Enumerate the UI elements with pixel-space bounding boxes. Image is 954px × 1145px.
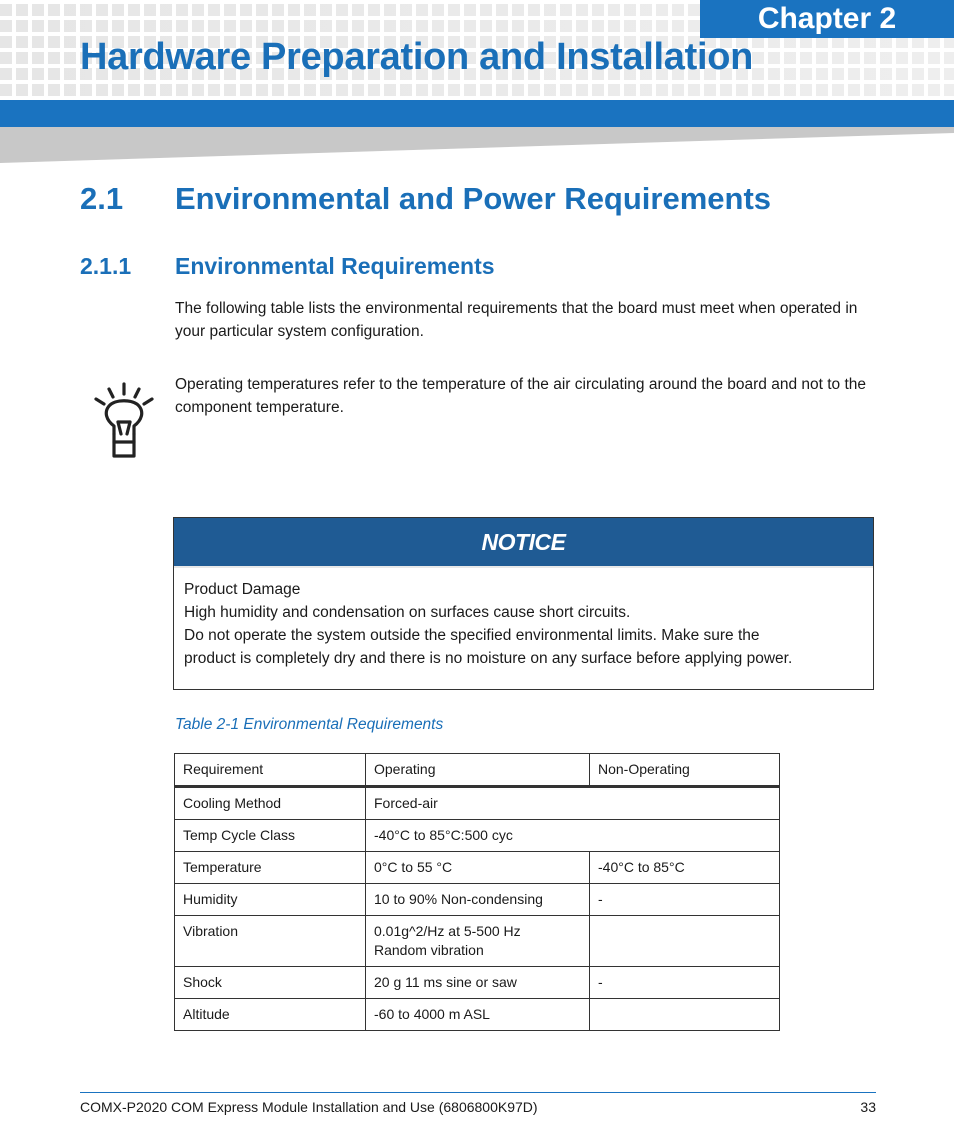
table-cell: Forced-air: [366, 787, 780, 820]
table-row: [175, 820, 780, 852]
table-row: [175, 916, 780, 967]
table-cell: Vibration: [175, 916, 366, 967]
table-cell-line: 0.01g^2/Hz at 5-500 Hz: [374, 923, 521, 939]
table-cell: -40°C to 85°C:500 cyc: [366, 820, 780, 852]
environmental-requirements-table: [174, 753, 780, 1031]
section-title: Environmental and Power Requirements: [175, 181, 772, 216]
notice-line: product is completely dry and there is no moisture on any surface before applying power.: [184, 650, 793, 667]
table-cell: Shock: [175, 967, 366, 999]
notice-body: [174, 568, 873, 670]
notice-box: [173, 517, 874, 690]
table-cell-line: Random vibration: [374, 942, 484, 958]
table-cell: Humidity: [175, 884, 366, 916]
table-cell: -40°C to 85°C: [590, 852, 780, 884]
table-row: [175, 999, 780, 1031]
subsection-heading: [80, 253, 495, 280]
notice-line: Product Damage: [184, 581, 301, 598]
document-title: Hardware Preparation and Installation: [80, 36, 754, 78]
table-cell: Temp Cycle Class: [175, 820, 366, 852]
notice-heading: NOTICE: [174, 518, 873, 568]
header-grey-wedge: [0, 127, 954, 163]
chapter-tab: Chapter 2: [700, 0, 954, 38]
table-cell: 0°C to 55 °C: [366, 852, 590, 884]
table-row: [175, 787, 780, 820]
table-cell: [590, 916, 780, 967]
subsection-number: 2.1.1: [80, 253, 132, 279]
header-blue-bar: [0, 100, 954, 127]
notice-line: High humidity and condensation on surfaces cause short circuits.: [184, 604, 631, 621]
table-cell: [366, 916, 590, 967]
table-cell: [590, 999, 780, 1031]
table-row: [175, 884, 780, 916]
footer-document-name: COMX-P2020 COM Express Module Installation and Use (6806800K97D): [80, 1099, 538, 1115]
table-cell: Temperature: [175, 852, 366, 884]
section-heading: [80, 181, 771, 217]
subsection-title: Environmental Requirements: [175, 253, 495, 279]
header-cell: Operating: [366, 754, 590, 787]
table-header-row: [175, 754, 780, 787]
table-cell: -: [590, 884, 780, 916]
table-cell: Cooling Method: [175, 787, 366, 820]
table-row: [175, 967, 780, 999]
table-cell: 20 g 11 ms sine or saw: [366, 967, 590, 999]
table-caption: Table 2-1 Environmental Requirements: [175, 716, 444, 733]
table-cell: -: [590, 967, 780, 999]
table-cell: Altitude: [175, 999, 366, 1031]
section-number: 2.1: [80, 181, 124, 216]
table-row: [175, 852, 780, 884]
header-cell: Non-Operating: [590, 754, 780, 787]
notice-line: Do not operate the system outside the specified environmental limits. Make sure the: [184, 627, 760, 644]
footer-divider: [80, 1092, 876, 1093]
footer-page-number: 33: [860, 1099, 876, 1115]
header-cell: Requirement: [175, 754, 366, 787]
table-cell: -60 to 4000 m ASL: [366, 999, 590, 1031]
table-cell: 10 to 90% Non-condensing: [366, 884, 590, 916]
tip-text: Operating temperatures refer to the temperature of the air circulating around the board and not to the component temperature.: [175, 376, 867, 416]
intro-paragraph: The following table lists the environmental requirements that the board must meet when operated in your particular system configuration.: [175, 300, 858, 340]
lightbulb-icon: [92, 382, 156, 462]
